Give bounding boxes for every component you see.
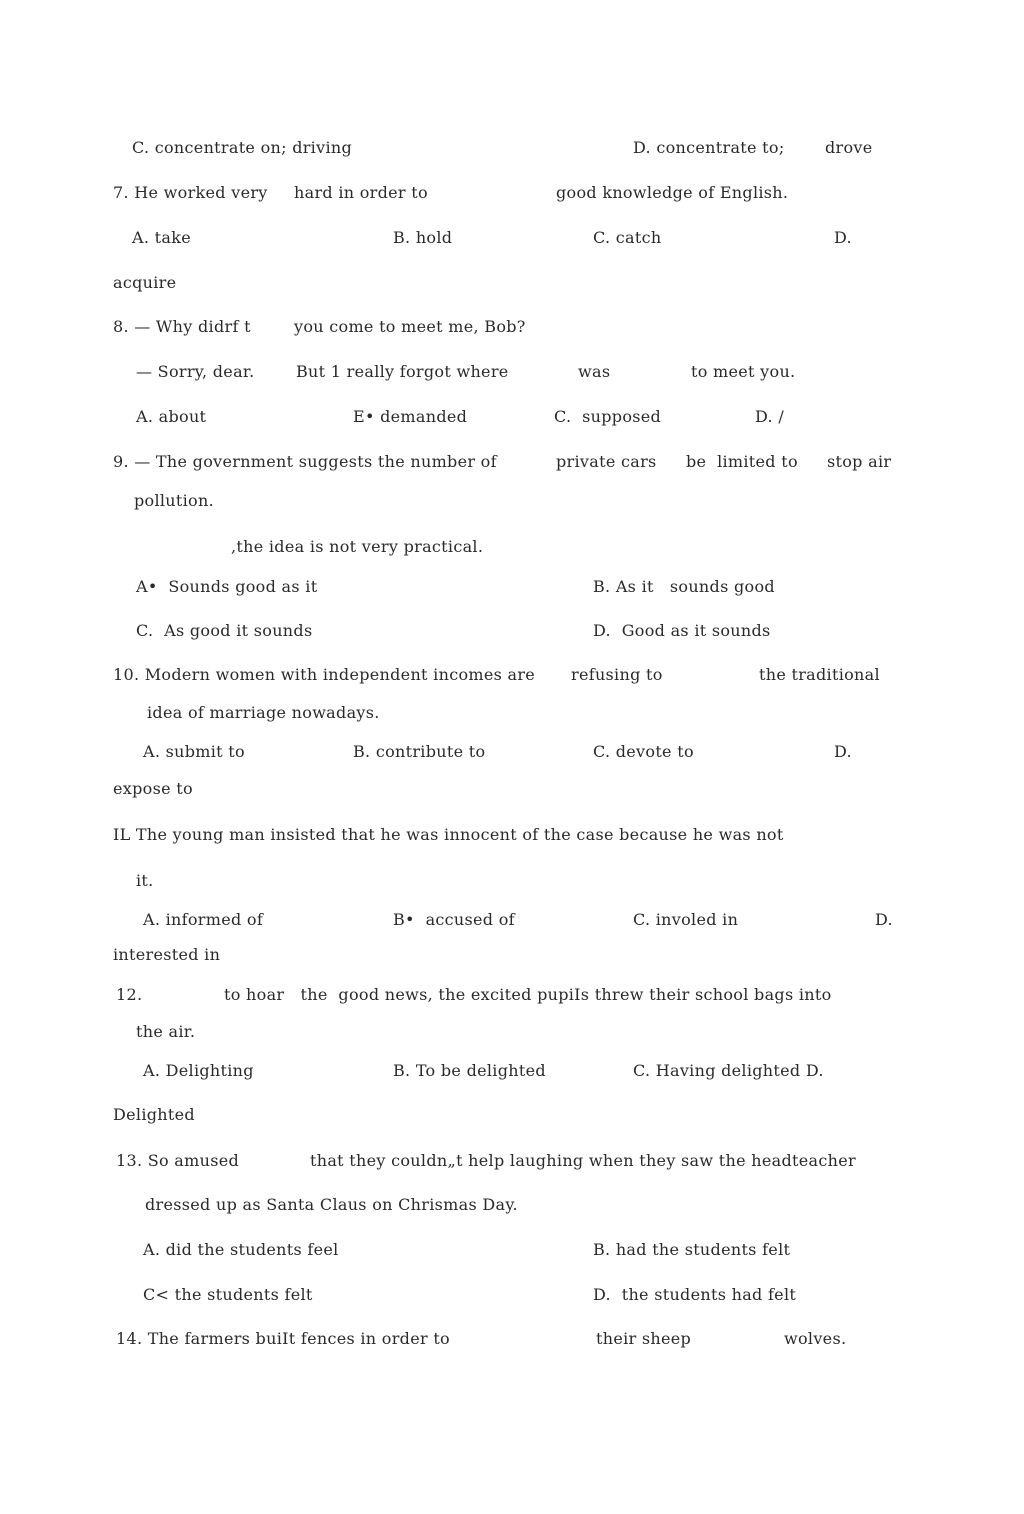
- q12-option-b: B. To be delighted: [393, 1061, 546, 1080]
- q7-stem-part2: hard in order to: [294, 183, 428, 202]
- q7-option-d: D.: [834, 228, 852, 247]
- q9-stem-part5: pollution.: [134, 491, 214, 510]
- q9-option-c: C. As good it sounds: [136, 621, 313, 640]
- q12-stem-part1: to hoar the good news, the excited pupiIs threw their school bags into: [224, 985, 832, 1004]
- q9-stem-part4: stop air: [827, 452, 892, 471]
- q12-option-a: A. Delighting: [143, 1061, 254, 1080]
- q7-option-c: C. catch: [593, 228, 662, 247]
- q8-option-d: D. /: [755, 407, 785, 426]
- q6-option-d-word: drove: [825, 138, 873, 157]
- q6-option-d: D. concentrate to;: [633, 138, 785, 157]
- q7-option-d-text: acquire: [113, 273, 177, 292]
- q9-option-d: D. Good as it sounds: [593, 621, 771, 640]
- q10-option-b: B. contribute to: [353, 742, 486, 761]
- q13-stem-part1: 13. So amused: [116, 1151, 240, 1170]
- q13-option-b: B. had the students felt: [593, 1240, 791, 1259]
- q14-stem-part1: 14. The farmers buiIt fences in order to: [116, 1329, 450, 1348]
- q11-stem-part1: IL The young man insisted that he was innocent of the case because he was not: [113, 825, 784, 844]
- q10-option-c: C. devote to: [593, 742, 694, 761]
- q8-reply-part3: was: [578, 362, 611, 381]
- q13-option-d: D. the students had felt: [593, 1285, 797, 1304]
- q11-option-b: B• accused of: [393, 910, 515, 929]
- q8-option-b: E• demanded: [353, 407, 468, 426]
- q11-stem-part2: it.: [136, 871, 154, 890]
- q6-option-c: C. concentrate on; driving: [132, 138, 353, 157]
- q7-stem-part3: good knowledge of English.: [556, 183, 789, 202]
- q9-option-b: B. As it sounds good: [593, 577, 775, 596]
- q10-stem-part1: 10. Modern women with independent incomes are: [113, 665, 536, 684]
- q12-stem-part2: the air.: [136, 1022, 196, 1041]
- q12-option-d-text: Delighted: [113, 1105, 195, 1124]
- q12-option-c: C. Having delighted D.: [633, 1061, 824, 1080]
- q9-stem-part1: 9. — The government suggests the number of: [113, 452, 497, 471]
- q13-stem-part3: dressed up as Santa Claus on Chrismas Day.: [145, 1195, 518, 1214]
- q13-option-c: C< the students felt: [143, 1285, 313, 1304]
- q10-option-a: A. submit to: [143, 742, 245, 761]
- q8-option-a: A. about: [136, 407, 207, 426]
- q11-option-a: A. informed of: [143, 910, 264, 929]
- q9-stem-part3: be limited to: [686, 452, 798, 471]
- q7-option-a: A. take: [132, 228, 191, 247]
- q11-option-d-text: interested in: [113, 945, 221, 964]
- q7-stem-part1: 7. He worked very: [113, 183, 268, 202]
- q10-stem-part2: refusing to: [571, 665, 663, 684]
- q10-stem-part3: the traditional: [759, 665, 880, 684]
- q13-stem-part2: that they couldn„t help laughing when they saw the headteacher: [310, 1151, 856, 1170]
- q13-option-a: A. did the students feel: [143, 1240, 339, 1259]
- q11-option-d: D.: [875, 910, 893, 929]
- q11-option-c: C. involed in: [633, 910, 739, 929]
- q7-option-b: B. hold: [393, 228, 453, 247]
- q10-stem-part4: idea of marriage nowadays.: [147, 703, 380, 722]
- q9-stem-part2: private cars: [556, 452, 657, 471]
- q8-option-c: C. supposed: [554, 407, 662, 426]
- q12-number: 12.: [116, 985, 143, 1004]
- q8-reply-part1: — Sorry, dear.: [136, 362, 255, 381]
- q8-reply-part4: to meet you.: [691, 362, 796, 381]
- q14-stem-part2: their sheep: [596, 1329, 692, 1348]
- q14-stem-part3: wolves.: [784, 1329, 847, 1348]
- q8-stem-part2: you come to meet me, Bob?: [294, 317, 526, 336]
- q9-reply: ,the idea is not very practical.: [231, 537, 484, 556]
- q8-reply-part2: But 1 really forgot where: [296, 362, 509, 381]
- q10-option-d-text: expose to: [113, 779, 193, 798]
- q8-stem-part1: 8. — Why didrf t: [113, 317, 251, 336]
- q10-option-d: D.: [834, 742, 852, 761]
- q9-option-a: A• Sounds good as it: [136, 577, 318, 596]
